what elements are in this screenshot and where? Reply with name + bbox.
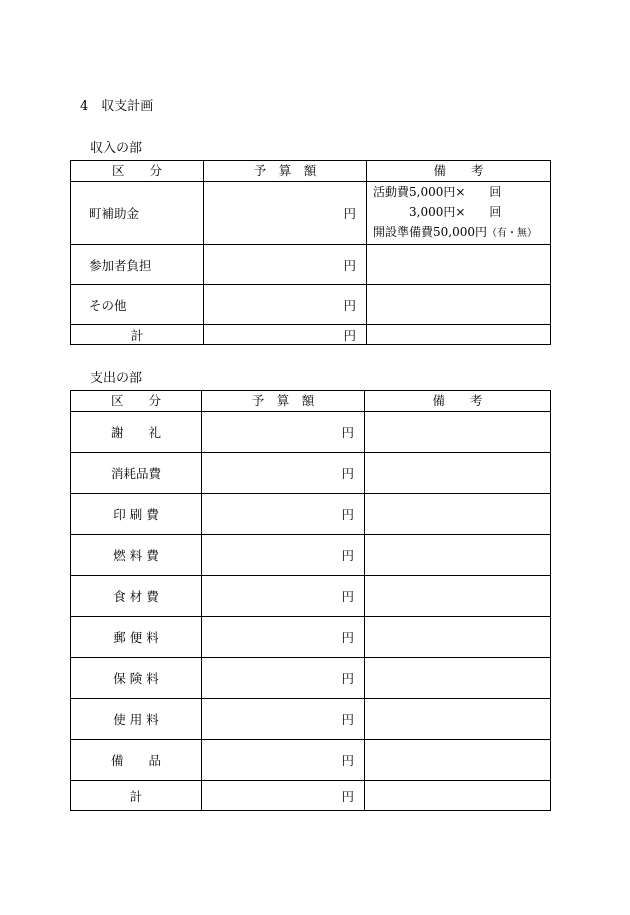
notes-cell xyxy=(365,658,551,699)
amount-cell: 円 xyxy=(202,781,365,811)
notes-cell xyxy=(365,494,551,535)
amount-cell: 円 xyxy=(202,740,365,781)
income-header-row xyxy=(71,161,551,182)
amount-cell: 円 xyxy=(204,285,367,325)
notes-cell xyxy=(365,535,551,576)
amount-cell: 円 xyxy=(202,535,365,576)
total-row xyxy=(71,325,551,345)
header-notes: 備 考 xyxy=(367,161,551,182)
row-category: 保 険 料 xyxy=(71,658,202,699)
amount-cell: 円 xyxy=(202,699,365,740)
section-title: 4 収支計画 xyxy=(80,99,154,114)
notes-cell xyxy=(365,453,551,494)
table-row xyxy=(71,699,551,740)
table-row xyxy=(71,740,551,781)
row-category: 燃 料 費 xyxy=(71,535,202,576)
notes-cell xyxy=(365,617,551,658)
row-category: 町補助金 xyxy=(71,182,204,245)
row-category: 計 xyxy=(71,781,202,811)
table-row xyxy=(71,494,551,535)
table-row xyxy=(71,535,551,576)
note-line: 3,000円× 回 xyxy=(373,205,502,219)
amount-cell: 円 xyxy=(202,658,365,699)
notes-cell xyxy=(365,781,551,811)
header-category: 区 分 xyxy=(71,391,202,412)
table-row xyxy=(71,658,551,699)
amount-cell: 円 xyxy=(204,245,367,285)
table-row xyxy=(71,245,551,285)
notes-cell xyxy=(365,412,551,453)
notes-cell xyxy=(367,285,551,325)
row-category: 食 材 費 xyxy=(71,576,202,617)
table-row xyxy=(71,453,551,494)
notes-cell xyxy=(365,699,551,740)
amount-cell: 円 xyxy=(202,576,365,617)
amount-cell: 円 xyxy=(204,182,367,245)
amount-cell: 円 xyxy=(204,325,367,345)
note-line xyxy=(373,222,550,244)
row-category: 消耗品費 xyxy=(71,453,202,494)
row-category: 計 xyxy=(71,325,204,345)
header-category: 区 分 xyxy=(71,161,204,182)
table-row xyxy=(71,182,551,245)
row-category: 印 刷 費 xyxy=(71,494,202,535)
amount-cell: 円 xyxy=(202,617,365,658)
note-line: 活動費5,000円× 回 xyxy=(373,185,502,199)
notes-cell xyxy=(365,740,551,781)
header-budget: 予 算 額 xyxy=(204,161,367,182)
table-row xyxy=(71,285,551,325)
header-budget: 予 算 額 xyxy=(202,391,365,412)
table-row xyxy=(71,617,551,658)
row-category: 使 用 料 xyxy=(71,699,202,740)
notes-cell xyxy=(367,245,551,285)
income-title: 収入の部 xyxy=(90,141,143,156)
expense-header-row xyxy=(71,391,551,412)
header-notes: 備 考 xyxy=(365,391,551,412)
row-category: 備 品 xyxy=(71,740,202,781)
expense-title: 支出の部 xyxy=(90,371,143,386)
amount-cell: 円 xyxy=(202,494,365,535)
notes-cell xyxy=(367,325,551,345)
row-category: 参加者負担 xyxy=(71,245,204,285)
expense-table xyxy=(70,390,551,811)
amount-cell: 円 xyxy=(202,412,365,453)
row-category: 謝 礼 xyxy=(71,412,202,453)
note-line-text: 開設準備費50,000円 xyxy=(373,225,487,239)
total-row xyxy=(71,781,551,811)
table-row xyxy=(71,576,551,617)
notes-cell xyxy=(365,576,551,617)
note-suffix: （有・無） xyxy=(487,228,537,239)
notes-cell xyxy=(367,182,551,245)
row-category: その他 xyxy=(71,285,204,325)
amount-cell: 円 xyxy=(202,453,365,494)
row-category: 郵 便 料 xyxy=(71,617,202,658)
table-row xyxy=(71,412,551,453)
income-table xyxy=(70,160,551,345)
